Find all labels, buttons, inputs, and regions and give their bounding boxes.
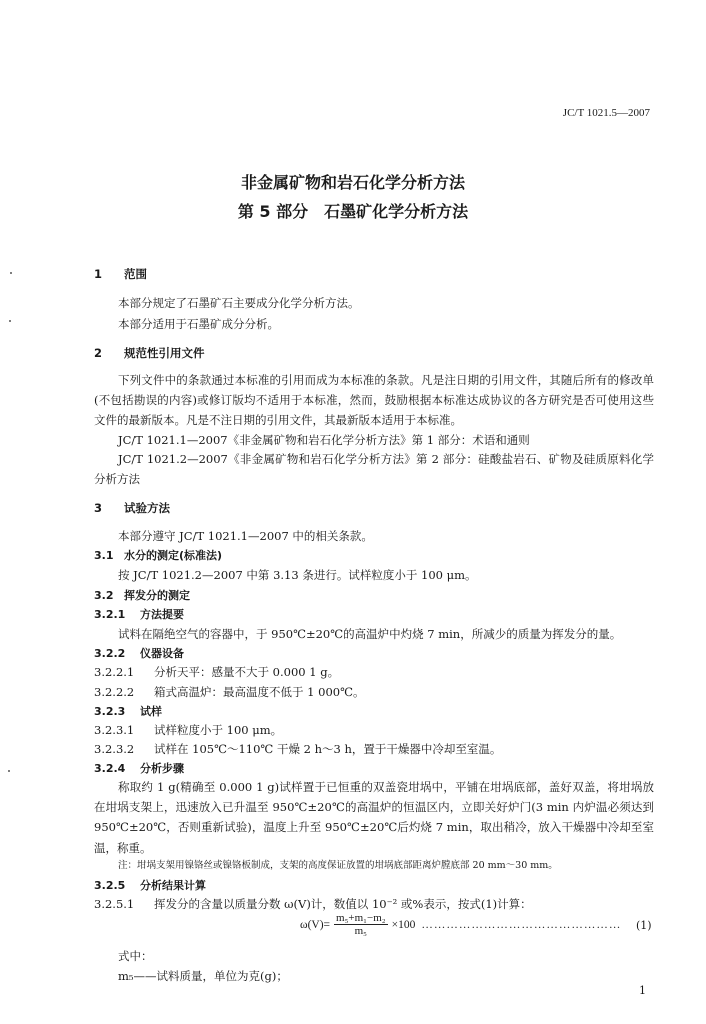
clause-item — [94, 684, 364, 700]
section-number: 3.2 — [94, 589, 114, 602]
section-title: 挥发分的测定 — [124, 589, 190, 602]
subsection-heading-3-2 — [94, 587, 190, 603]
section-heading-1 — [94, 266, 147, 282]
clause-text: 箱式高温炉：最高温度不低于 1 000℃。 — [154, 685, 365, 699]
reference-item: JC/T 1021.1—2007《非金属矿物和岩石化学分析方法》第 1 部分：术语和通则 — [118, 433, 530, 447]
section-title: 分析步骤 — [140, 762, 184, 775]
subsection-heading-3-2-4 — [94, 760, 184, 776]
clause-number: 3.2.3.1 — [94, 723, 135, 737]
paragraph: 本部分适用于石墨矿成分分析。 — [118, 317, 279, 331]
paragraph: 下列文件中的条款通过本标准的引用而成为本标准的条款。凡是注日期的引用文件，其随后所有的修改单(不包括勘误的内容)或修订版均不适用于本标准，然而，鼓励根据本标准达成协议的各方研究是否可使用这些文件的最新版本。凡是不注日期的引用文件，其最新版本适用于本标准。 — [94, 373, 654, 428]
where-label: 式中： — [118, 949, 153, 963]
section-heading-3 — [94, 500, 170, 516]
paragraph: 按 JC/T 1021.2—2007 中第 3.13 条进行。试样粒度小于 100 μm。 — [118, 568, 477, 582]
section-number: 3.2.1 — [94, 608, 126, 621]
clause-item — [94, 664, 339, 680]
section-number: 1 — [94, 267, 103, 281]
reference-item: JC/T 1021.2—2007《非金属矿物和岩石化学分析方法》第 2 部分：硅酸盐岩石、矿物及硅质原料化学分析方法 — [94, 452, 654, 487]
document-title-line2: 第 5 部分 石墨矿化学分析方法 — [237, 202, 469, 221]
formula-1 — [300, 912, 621, 937]
section-number: 3.2.4 — [94, 762, 126, 775]
section-title: 规范性引用文件 — [124, 346, 205, 360]
subsection-heading-3-1 — [94, 547, 222, 563]
formula-denominator: m₅ — [354, 925, 368, 937]
clause-text: 分析天平：感量不大于 0.000 1 g。 — [154, 665, 340, 679]
section-title: 试验方法 — [124, 501, 170, 515]
formula-lhs: ω(V)= — [300, 918, 331, 931]
clause-number: 3.2.2.2 — [94, 685, 135, 699]
clause-text: 试样粒度小于 100 μm。 — [154, 723, 283, 737]
clause-item — [94, 741, 501, 757]
section-title: 方法提要 — [140, 608, 184, 621]
section-number: 2 — [94, 346, 103, 360]
formula-numerator: m₅+m₁−m₂ — [336, 912, 386, 924]
clause-text: 试样在 105℃～110℃ 干燥 2 h～3 h，置于干燥器中冷却至室温。 — [154, 742, 502, 756]
document-title-line1: 非金属矿物和岩石化学分析方法 — [240, 173, 465, 192]
subsection-heading-3-2-5 — [94, 877, 206, 893]
clause-number: 3.2.5.1 — [94, 897, 135, 911]
clause-number: 3.2.3.2 — [94, 742, 135, 756]
formula-leader-dots: ………………………………………… — [421, 918, 622, 931]
variable-definition: m₅——试料质量，单位为克(g)； — [118, 969, 288, 983]
clause-item — [94, 722, 282, 738]
page-number: 1 — [639, 984, 646, 997]
formula-fraction — [334, 912, 388, 937]
formula-rhs: ×100 — [391, 918, 416, 931]
clause-text: 挥发分的含量以质量分数 ω(V)计，数值以 10⁻² 或%表示，按式(1)计算： — [154, 897, 532, 911]
section-title: 分析结果计算 — [140, 879, 206, 892]
section-heading-2 — [94, 345, 205, 361]
paragraph: 本部分遵守 JC/T 1021.1—2007 中的相关条款。 — [118, 529, 373, 543]
subsection-heading-3-2-1 — [94, 606, 184, 622]
clause-number: 3.2.2.1 — [94, 665, 135, 679]
scan-speck — [8, 770, 10, 772]
paragraph: 称取约 1 g(精确至 0.000 1 g)试样置于已恒重的双盖瓷坩埚中，平铺在坩埚底部，盖好双盖，将坩埚放在坩埚支架上，迅速放入已升温至 950℃±20℃的高温炉的恒温区内，立即关好炉门(3 min 内炉温必须达到 950℃±20℃，否则重新试验)，温度上升至 950℃±20℃后灼烧 7 min，取出稍冷，放入干燥器中冷却至室温，称重。 — [94, 780, 654, 855]
section-number: 3.2.3 — [94, 705, 126, 718]
section-number: 3 — [94, 501, 103, 515]
section-title: 范围 — [124, 267, 147, 281]
equation-number: (1) — [636, 919, 652, 932]
subsection-heading-3-2-2 — [94, 645, 184, 661]
scan-speck — [10, 272, 12, 274]
section-title: 试样 — [140, 705, 162, 718]
section-title: 水分的测定(标准法) — [124, 549, 223, 562]
clause-item — [94, 896, 532, 912]
standard-code-header: JC/T 1021.5—2007 — [562, 107, 650, 119]
section-number: 3.2.5 — [94, 879, 126, 892]
section-number: 3.1 — [94, 549, 114, 562]
section-title: 仪器设备 — [140, 647, 184, 660]
section-number: 3.2.2 — [94, 647, 126, 660]
subsection-heading-3-2-3 — [94, 703, 162, 719]
paragraph: 本部分规定了石墨矿石主要成分化学分析方法。 — [118, 296, 360, 310]
note: 注：坩埚支架用镍铬丝或镍铬板制成，支架的高度保证放置的坩埚底部距离炉膛底部 20 mm～30 mm。 — [118, 860, 558, 871]
scan-speck — [9, 320, 11, 322]
paragraph: 试料在隔绝空气的容器中，于 950℃±20℃的高温炉中灼烧 7 min，所减少的质量为挥发分的量。 — [118, 627, 622, 641]
